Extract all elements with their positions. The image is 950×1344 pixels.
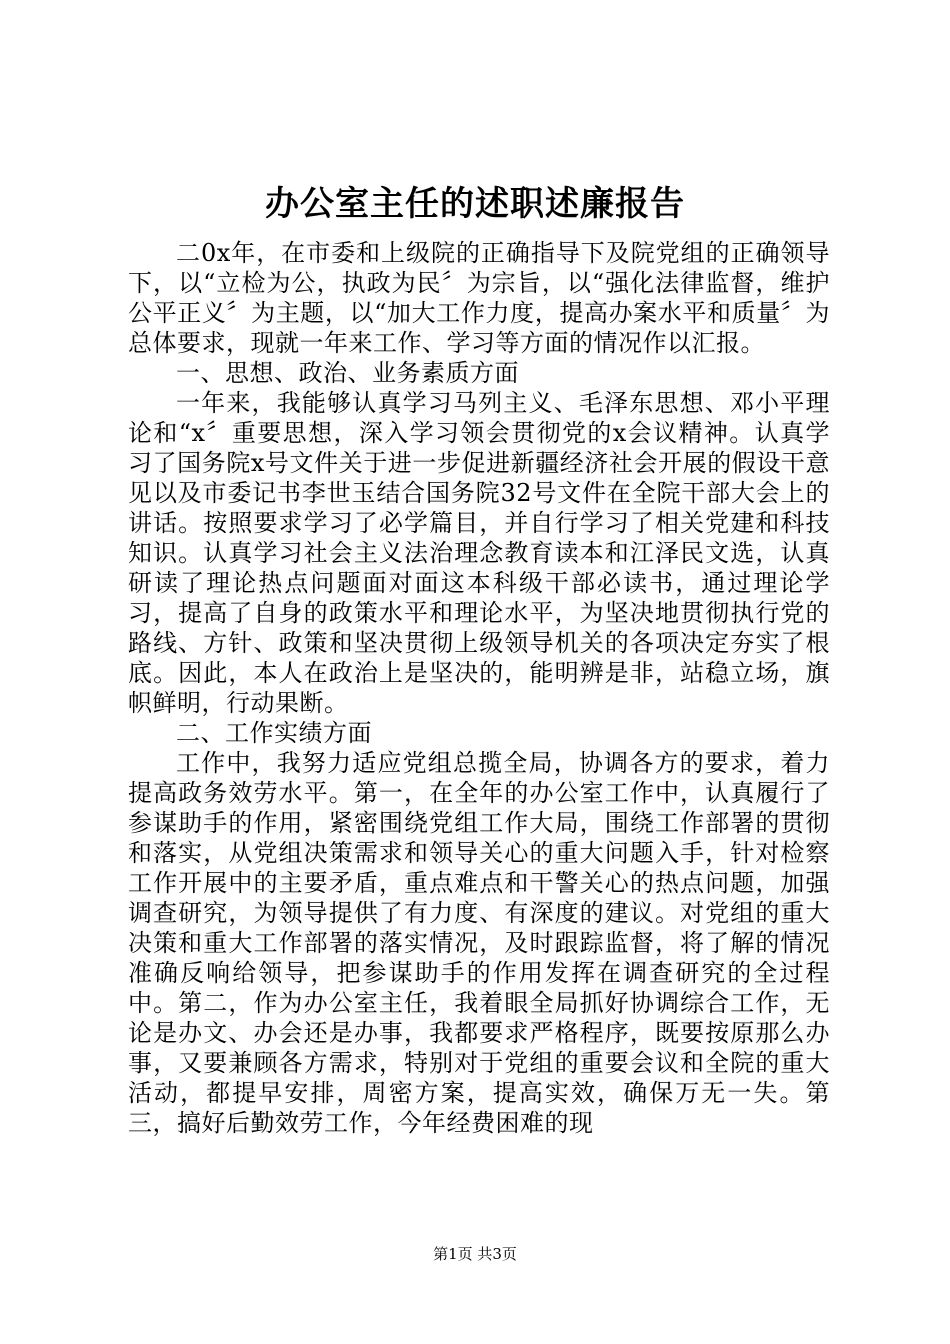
page-footer: 第1页 共3页 xyxy=(433,1245,517,1263)
section-heading-2: 二、工作实绩方面 xyxy=(176,719,372,747)
document-body xyxy=(128,238,830,1138)
section-1-paragraph: 一年来，我能够认真学习马列主义、毛泽东思想、邓小平理论和“x〞重要思想，深入学习领会贯彻党的x会议精神。认真学习了国务院x号文件关于进一步促进新疆经济社会开展的假设干意见以及市委记书李世玉结合国务院32号文件在全院干部大会上的讲话。按照要求学习了必学篇目，并自行学习了相关党建和科技知识。认真学习社会主义法治理念教育读本和江泽民文选，认真研读了理论热点问题面对面这本科级干部必读书，通过理论学习，提高了自身的政策水平和理论水平，为坚决地贯彻执行党的路线、方针、政策和坚决贯彻上级领导机关的各项决定夯实了根底。因此，本人在政治上是坚决的，能明辨是非，站稳立场，旗帜鲜明，行动果断。 xyxy=(128,389,830,717)
section-heading-1: 一、思想、政治、业务素质方面 xyxy=(176,359,519,387)
intro-paragraph: 二0x年，在市委和上级院的正确指导下及院党组的正确领导下，以“立检为公，执政为民〞为宗旨，以“强化法律监督，维护公平正义〞为主题，以“加大工作力度，提高办案水平和质量〞为总体要求，现就一年来工作、学习等方面的情况作以汇报。 xyxy=(128,239,830,357)
document-title: 办公室主任的述职述廉报告 xyxy=(265,184,685,224)
section-2-paragraph: 工作中，我努力适应党组总揽全局，协调各方的要求，着力提高政务效劳水平。第一，在全年的办公室工作中，认真履行了参谋助手的作用，紧密围绕党组工作大局，围绕工作部署的贯彻和落实，从党组决策需求和领导关心的重大问题入手，针对检察工作开展中的主要矛盾，重点难点和干警关心的热点问题，加强调查研究，为领导提供了有力度、有深度的建议。对党组的重大决策和重大工作部署的落实情况，及时跟踪监督，将了解的情况准确反响给领导，把参谋助手的作用发挥在调查研究的全过程中。第二，作为办公室主任，我着眼全局抓好协调综合工作，无论是办文、办会还是办事，我都要求严格程序，既要按原那么办事，又要兼顾各方需求，特别对于党组的重要会议和全院的重大活动，都提早安排，周密方案，提高实效，确保万无一失。第三，搞好后勤效劳工作，今年经费困难的现 xyxy=(128,749,830,1137)
